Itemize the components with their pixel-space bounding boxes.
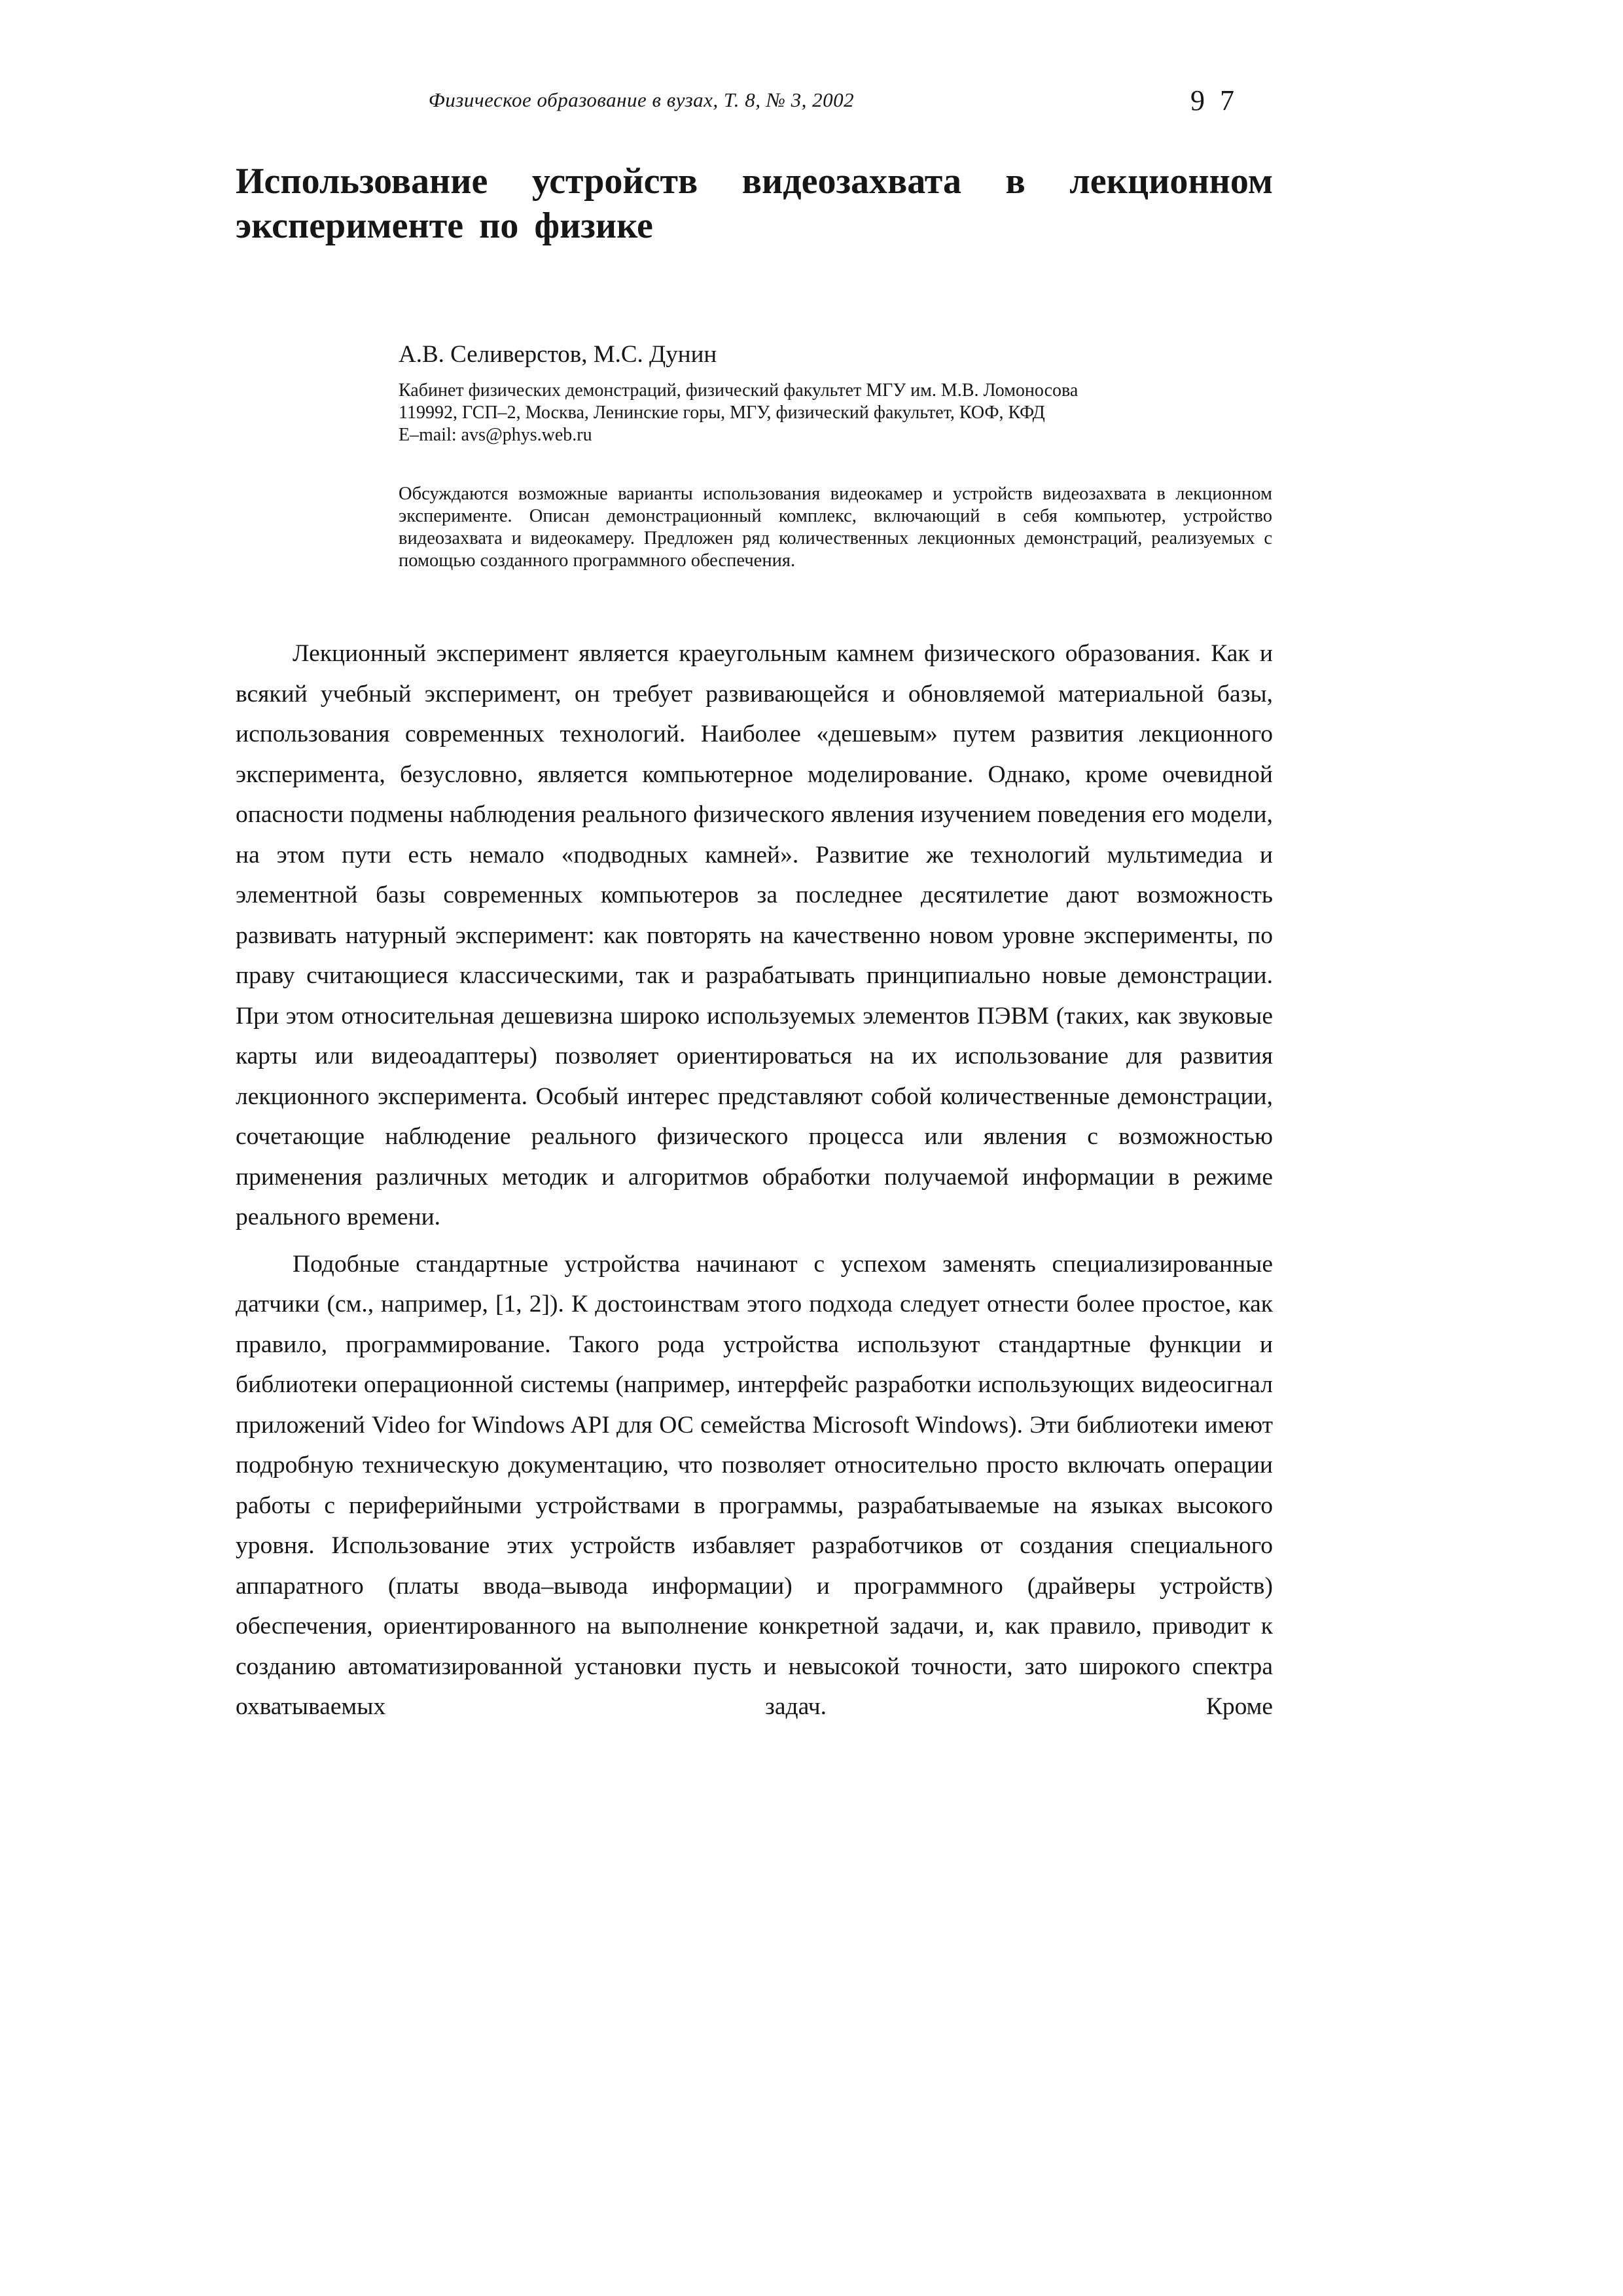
title-word: устройств bbox=[531, 161, 698, 202]
affiliation-address: 119992, ГСП–2, Москва, Ленинские горы, МГУ, физический факультет, КОФ, КФД bbox=[399, 403, 1045, 423]
title-line-2: эксперименте по физике bbox=[236, 206, 653, 246]
body-paragraph-1: Лекционный эксперимент является краеугольным камнем физического образования. Как и всякий учебный эксперимент, он требует развивающейся и обновляемой материальной базы, использования современных технологий. Наиболее «дешевым» путем развития лекционного эксперимента, безусловно, является компьютерное моделирование. Однако, кроме очевидной опасности подмены наблюдения реального физического явления изучением поведения его модели, на этом пути есть немало «подводных камней». Развитие же технологий мультимедиа и элементной базы современных компьютеров за последнее десятилетие дают возможность развивать натурный эксперимент: как повторять на качественно новом уровне эксперименты, по праву считающиеся классическими, так и разрабатывать принципиально новые демонстрации. При этом относительная дешевизна широко используемых элементов ПЭВМ (таких, как звуковые карты или видеоадаптеры) позволяет ориентироваться на их использование для развития лекционного эксперимента. Особый интерес представляют собой количественные демонстрации, сочетающие наблюдение реального физического процесса или явления с возможностью применения различных методик и алгоритмов обработки получаемой информации в режиме реального времени. bbox=[236, 640, 1273, 1230]
affiliation-line: Кабинет физических демонстраций, физический факультет МГУ им. М.В. Ломоносова bbox=[399, 380, 1079, 401]
title-word: видеозахвата bbox=[741, 161, 961, 202]
title-line-1 bbox=[236, 159, 1273, 204]
article-title bbox=[236, 159, 1273, 248]
abstract: Обсуждаются возможные варианты использования видеокамер и устройств видеозахвата в лекционном эксперименте. Описан демонстрационный комплекс, включающий в себя компьютер, устройство видеозахвата и видеокамеру. Предложен ряд количественных лекционных демонстраций, реализуемых с помощью созданного программного обеспечения. bbox=[399, 484, 1272, 571]
title-word: Использование bbox=[236, 161, 488, 202]
author-email: E–mail: avs@phys.web.ru bbox=[399, 425, 592, 445]
title-word: в bbox=[1005, 161, 1026, 202]
running-head: Физическое образование в вузах, Т. 8, № 3, 2002 bbox=[428, 88, 855, 111]
article-body bbox=[236, 634, 1273, 1727]
authors: А.В. Селиверстов, М.С. Дунин bbox=[399, 341, 717, 368]
title-word: лекционном bbox=[1069, 161, 1273, 202]
page-number: 9 7 bbox=[1190, 84, 1238, 117]
affiliation bbox=[399, 380, 1078, 446]
body-paragraph-2: Подобные стандартные устройства начинают с успехом заменять специализированные датчики (см., например, [1, 2]). К достоинствам этого подхода следует отнести более простое, как правило, программирование. Такого рода устройства используют стандартные функции и библиотеки операционной системы (например, интерфейс разработки использующих видеосигнал приложений Video for Windows API для ОС семейства Microsoft Windows). Эти библиотеки имеют подробную техническую документацию, что позволяет относительно просто включать операции работы с периферийными устройствами в программы, разрабатываемые на языках высокого уровня. Использование этих устройств избавляет разработчиков от создания специального аппаратного (платы ввода–вывода информации) и программного (драйверы устройств) обеспечения, ориентированного на выполнение конкретной задачи, и, как правило, приводит к созданию автоматизированной установки пусть и невысокой точности, зато широкого спектра охватываемых задач. Кроме bbox=[236, 1250, 1273, 1720]
